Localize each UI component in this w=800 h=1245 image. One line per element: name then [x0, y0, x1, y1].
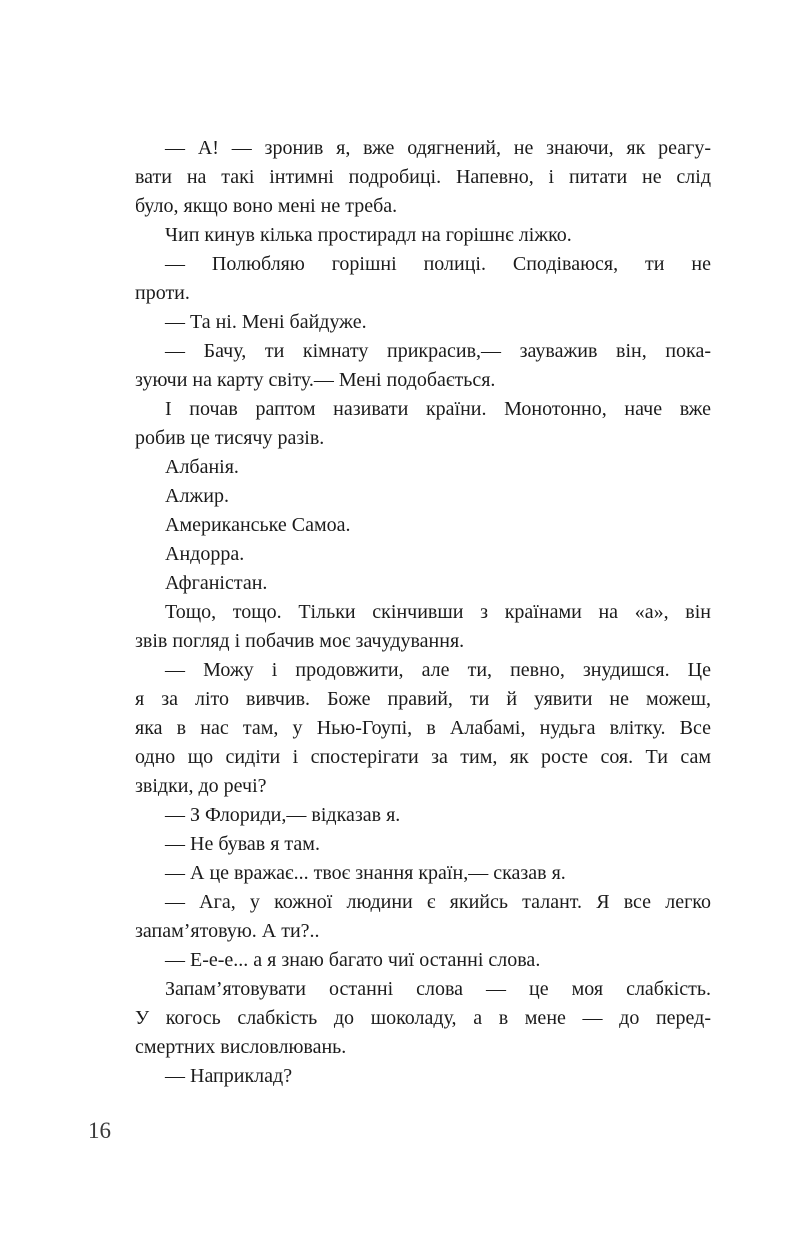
text-line: — А! — зронив я, вже одягнений, не знаючи, як реагу- [165, 137, 711, 159]
text-line: яка в нас там, у Нью-Гоупі, в Алабамі, нудьга влітку. Все [135, 717, 711, 739]
text-line: — З Флориди,— відказав я. [165, 804, 401, 826]
text-line: вати на такі інтимні подробиці. Напевно, і питати не слід [135, 166, 711, 188]
text-line: робив це тисячу разів. [135, 427, 325, 449]
page-number: 16 [88, 1118, 111, 1143]
text-line: — Полюбляю горішні полиці. Сподіваюся, ти не [165, 253, 711, 275]
text-line: Алжир. [165, 485, 229, 507]
text-line: — Можу і продовжити, але ти, певно, знудишся. Це [165, 659, 711, 681]
text-line: — Ага, у кожної людини є якийсь талант. Я все легко [165, 891, 711, 913]
text-line: — Е-е-е... а я знаю багато чиї останні слова. [165, 949, 541, 971]
text-line: звів погляд і побачив моє зачудування. [135, 630, 465, 652]
text-line: — А це вражає... твоє знання країн,— сказав я. [165, 862, 566, 884]
text-line: проти. [135, 282, 190, 304]
text-line: Албанія. [165, 456, 239, 478]
text-line: Запам’ятовувати останні слова — це моя слабкість. [165, 978, 711, 1000]
book-text-block [135, 134, 711, 1091]
text-line: Чип кинув кілька простирадл на горішнє ліжко. [165, 224, 572, 246]
text-line: У когось слабкість до шоколаду, а в мене — до перед- [135, 1007, 711, 1029]
text-line: І почав раптом називати країни. Монотонно, наче вже [165, 398, 711, 420]
text-line: я за літо вивчив. Боже правий, ти й уявити не можеш, [135, 688, 711, 710]
text-line: одно що сидіти і спостерігати за тим, як росте соя. Ти сам [135, 746, 711, 768]
text-line: — Не бував я там. [165, 833, 320, 855]
text-line: звідки, до речі? [135, 775, 267, 797]
text-line: смертних висловлювань. [135, 1036, 347, 1058]
text-line: Андорра. [165, 543, 245, 565]
text-line: запам’ятовую. А ти?.. [135, 920, 320, 942]
text-line: було, якщо воно мені не треба. [135, 195, 398, 217]
text-line: Афганістан. [165, 572, 268, 594]
text-line: — Наприклад? [165, 1065, 293, 1087]
text-line: — Та ні. Мені байдуже. [165, 311, 367, 333]
text-line: — Бачу, ти кімнату прикрасив,— зауважив він, пока- [165, 340, 711, 362]
text-line: Американське Самоа. [165, 514, 351, 536]
text-line: зуючи на карту світу.— Мені подобається. [135, 369, 496, 391]
text-line: Тощо, тощо. Тільки скінчивши з країнами на «а», він [165, 601, 711, 623]
